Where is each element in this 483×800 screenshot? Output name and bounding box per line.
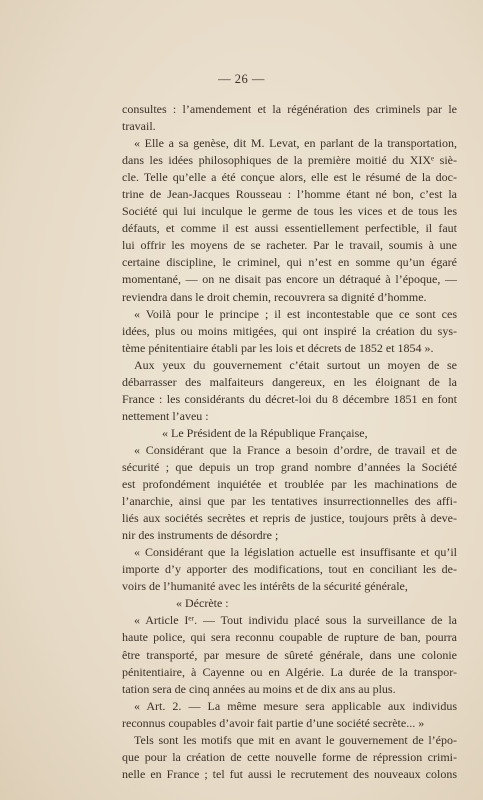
paragraph-p9 bbox=[122, 612, 457, 697]
text-line: idées, plus ou moins mitigées, qui ont inspiré la création du sys- bbox=[122, 323, 457, 338]
text-line: Société qui lui inculque le germe de tous les vices et de tous les bbox=[122, 204, 457, 219]
text-line: consultes : l’amendement et la régénération des criminels par le bbox=[122, 102, 457, 116]
text-line: trine de Jean-Jacques Rousseau : l’homme étant né bon, c’est la bbox=[122, 187, 457, 202]
text-line: que pour la création de cette nouvelle forme de répression crimi- bbox=[122, 749, 457, 764]
text-line: haute police, qui sera reconnu coupable de rupture de ban, pourra bbox=[122, 630, 457, 645]
text-line: nelle en France ; tel fut aussi le recrutement des nouveaux colons bbox=[122, 766, 457, 781]
paragraph-p4 bbox=[122, 357, 457, 425]
paragraph-p6 bbox=[122, 442, 457, 544]
paragraph-p10 bbox=[122, 698, 457, 732]
text-line: tème pénitentiaire établi par les lois et décrets de 1852 et 1854 ». bbox=[122, 340, 434, 355]
text-line: « Art. 2. — La même mesure sera applicable aux individus bbox=[134, 698, 457, 713]
text-line: nettement l’aveu : bbox=[122, 408, 209, 423]
text-line: être transporté, par mesure de sûreté générale, dans une colonie bbox=[122, 647, 457, 662]
paragraph-p8 bbox=[122, 595, 457, 612]
text-line: momentané, — on ne disait pas encore un détraqué à l’époque, — bbox=[122, 272, 457, 287]
text-line: Aux yeux du gouvernement c’était surtout un moyen de se bbox=[134, 357, 457, 372]
paragraph-p3 bbox=[122, 306, 457, 357]
text-line: reviendra dans le droit chemin, recouvrera sa dignité d’homme. bbox=[122, 289, 427, 304]
text-line: dans les idées philosophiques de la première moitié du XIXᵉ siè- bbox=[122, 153, 457, 168]
text-line: Tels sont les motifs que mit en avant le gouvernement de l’épo- bbox=[134, 732, 457, 747]
text-line: tation sera de cinq années au moins et de dix ans au plus. bbox=[122, 681, 396, 696]
paragraph-p7 bbox=[122, 544, 457, 595]
paragraph-p2 bbox=[122, 135, 457, 305]
paragraph-p11 bbox=[122, 732, 457, 783]
text-line: « Considérant que la législation actuelle est insuffisante et qu’il bbox=[134, 545, 457, 560]
text-line: « Le Président de la République Française, bbox=[162, 425, 368, 440]
text-line: certaine discipline, le criminel, qui n’est en somme qu’un égaré bbox=[122, 255, 457, 270]
text-line: cle. Telle qu’elle a été conçue alors, elle est le résumé de la doc- bbox=[122, 170, 457, 185]
text-line: « Considérant que la France a besoin d’ordre, de travail et de bbox=[134, 442, 457, 457]
text-line: nir des instruments de désordre ; bbox=[122, 528, 279, 543]
text-line: « Elle a sa genèse, dit M. Levat, en parlant de la transportation, bbox=[134, 136, 457, 151]
text-line: débarrasser des malfaiteurs dangereux, en les éloignant de la bbox=[122, 374, 457, 389]
text-line: reconnus coupables d’avoir fait partie d’une société secrète... » bbox=[122, 715, 425, 730]
text-line: travail. bbox=[122, 119, 156, 134]
text-line: « Article Iᵉʳ. — Tout individu placé sous la surveillance de la bbox=[134, 613, 457, 628]
paragraph-p1 bbox=[122, 101, 457, 135]
text-line: lui offrir les moyens de se racheter. Par le travail, soumis à une bbox=[122, 238, 457, 253]
body-text bbox=[122, 101, 457, 783]
text-line: « Décrète : bbox=[176, 596, 229, 611]
text-line: importe d’y apporter des modifications, tout en conciliant les de- bbox=[122, 562, 457, 577]
text-line: l’anarchie, ainsi que par les tentatives insurrectionnelles des affi- bbox=[122, 494, 457, 509]
text-line: sécurité ; que depuis un trop grand nombre d’années la Société bbox=[122, 459, 457, 474]
page-number: — 26 — bbox=[218, 72, 265, 86]
text-line: pénitentiaire, à Cayenne ou en Algérie. La durée de la transpor- bbox=[122, 664, 457, 679]
text-line: voirs de l’humanité avec les intérêts de la sécurité générale, bbox=[122, 579, 408, 594]
text-line: est profondément inquiétée et troublée par les machinations de bbox=[122, 477, 457, 492]
text-line: France : les considérants du décret-loi du 8 décembre 1851 en font bbox=[122, 391, 457, 406]
text-line: liés aux sociétés secrètes et repris de justice, toujours prêts à deve- bbox=[122, 511, 457, 526]
text-line: « Voilà pour le principe ; il est incontestable que ce sont ces bbox=[134, 306, 457, 321]
paragraph-p5 bbox=[122, 425, 457, 442]
text-line: défauts, et comme il est aussi essentiellement perfectible, il faut bbox=[122, 221, 457, 236]
